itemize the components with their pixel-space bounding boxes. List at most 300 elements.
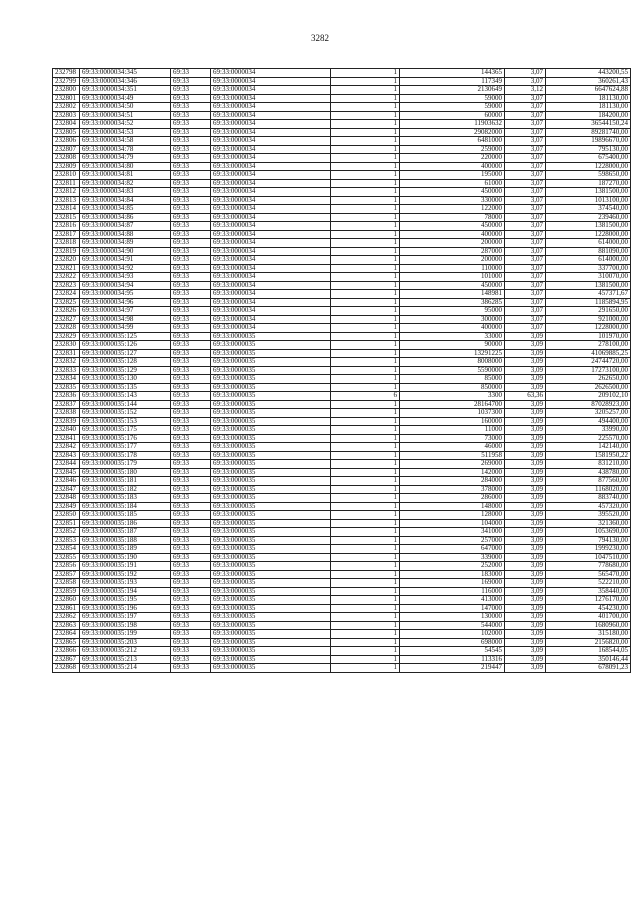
row-number-cell: 232861 [53, 604, 80, 613]
district-code-cell: 69:33 [171, 222, 211, 231]
value-cell: 6647624,88 [546, 86, 631, 95]
count-cell: 1 [331, 647, 400, 656]
table-row [53, 137, 631, 146]
cadastral-quarter-cell: 69:33:0000035 [211, 477, 331, 486]
value-cell: 1228000,00 [546, 162, 631, 171]
count-cell: 1 [331, 179, 400, 188]
area-cell: 220000 [400, 154, 505, 163]
area-cell: 128000 [400, 511, 505, 520]
area-cell: 59000 [400, 103, 505, 112]
area-cell: 378000 [400, 485, 505, 494]
area-cell: 117349 [400, 77, 505, 86]
value-cell: 19896670,00 [546, 137, 631, 146]
row-number-cell: 232818 [53, 239, 80, 248]
table-row [53, 477, 631, 486]
value-cell: 278100,00 [546, 341, 631, 350]
rate-cell: 3,09 [505, 485, 546, 494]
cadastral-quarter-cell: 69:33:0000035 [211, 400, 331, 409]
count-cell: 1 [331, 111, 400, 120]
value-cell: 438780,00 [546, 468, 631, 477]
district-code-cell: 69:33 [171, 94, 211, 103]
count-cell: 1 [331, 536, 400, 545]
cadastral-number-cell: 69:33:0000034:78 [80, 145, 171, 154]
row-number-cell: 232862 [53, 613, 80, 622]
area-cell: 698000 [400, 638, 505, 647]
district-code-cell: 69:33 [171, 409, 211, 418]
rate-cell: 3,09 [505, 655, 546, 664]
value-cell: 921000,00 [546, 315, 631, 324]
value-cell: 321360,00 [546, 519, 631, 528]
table-row [53, 120, 631, 129]
cadastral-number-cell: 69:33:0000035:152 [80, 409, 171, 418]
rate-cell: 3,07 [505, 264, 546, 273]
cadastral-number-cell: 69:33:0000035:153 [80, 417, 171, 426]
row-number-cell: 232802 [53, 103, 80, 112]
row-number-cell: 232821 [53, 264, 80, 273]
cadastral-quarter-cell: 69:33:0000034 [211, 120, 331, 129]
cadastral-quarter-cell: 69:33:0000035 [211, 511, 331, 520]
table-row [53, 69, 631, 78]
cadastral-number-cell: 69:33:0000035:135 [80, 383, 171, 392]
cadastral-quarter-cell: 69:33:0000035 [211, 536, 331, 545]
count-cell: 1 [331, 494, 400, 503]
value-cell: 454230,00 [546, 604, 631, 613]
table-row [53, 536, 631, 545]
table-row [53, 188, 631, 197]
cadastral-number-cell: 69:33:0000035:179 [80, 460, 171, 469]
area-cell: 6481000 [400, 137, 505, 146]
cadastral-number-cell: 69:33:0000035:183 [80, 494, 171, 503]
cadastral-number-cell: 69:33:0000034:86 [80, 213, 171, 222]
row-number-cell: 232804 [53, 120, 80, 129]
area-cell: 130000 [400, 613, 505, 622]
table-row [53, 485, 631, 494]
cadastral-number-cell: 69:33:0000034:52 [80, 120, 171, 129]
table-row [53, 213, 631, 222]
district-code-cell: 69:33 [171, 494, 211, 503]
cadastral-number-cell: 69:33:0000035:144 [80, 400, 171, 409]
district-code-cell: 69:33 [171, 502, 211, 511]
count-cell: 1 [331, 528, 400, 537]
table-row [53, 103, 631, 112]
district-code-cell: 69:33 [171, 528, 211, 537]
district-code-cell: 69:33 [171, 579, 211, 588]
row-number-cell: 232860 [53, 596, 80, 605]
row-number-cell: 232829 [53, 332, 80, 341]
cadastral-number-cell: 69:33:0000035:127 [80, 349, 171, 358]
value-cell: 337700,00 [546, 264, 631, 273]
count-cell: 1 [331, 434, 400, 443]
district-code-cell: 69:33 [171, 290, 211, 299]
row-number-cell: 232853 [53, 536, 80, 545]
value-cell: 87028923,00 [546, 400, 631, 409]
count-cell: 1 [331, 349, 400, 358]
cadastral-number-cell: 69:33:0000035:197 [80, 613, 171, 622]
value-cell: 181130,00 [546, 94, 631, 103]
row-number-cell: 232856 [53, 562, 80, 571]
table-row [53, 281, 631, 290]
area-cell: 28164700 [400, 400, 505, 409]
rate-cell: 3,09 [505, 502, 546, 511]
district-code-cell: 69:33 [171, 596, 211, 605]
cadastral-quarter-cell: 69:33:0000035 [211, 553, 331, 562]
count-cell: 1 [331, 94, 400, 103]
area-cell: 3300 [400, 392, 505, 401]
cadastral-quarter-cell: 69:33:0000035 [211, 485, 331, 494]
cadastral-value-table [52, 68, 631, 673]
table-row [53, 494, 631, 503]
value-cell: 101970,00 [546, 332, 631, 341]
rate-cell: 3,07 [505, 222, 546, 231]
district-code-cell: 69:33 [171, 519, 211, 528]
value-cell: 310070,00 [546, 273, 631, 282]
value-cell: 1381500,00 [546, 222, 631, 231]
table-row [53, 638, 631, 647]
cadastral-quarter-cell: 69:33:0000035 [211, 349, 331, 358]
area-cell: 200000 [400, 239, 505, 248]
row-number-cell: 232848 [53, 494, 80, 503]
value-cell: 181130,00 [546, 103, 631, 112]
cadastral-number-cell: 69:33:0000035:128 [80, 358, 171, 367]
value-cell: 1228000,00 [546, 324, 631, 333]
count-cell: 1 [331, 188, 400, 197]
table-row [53, 315, 631, 324]
area-cell: 102000 [400, 630, 505, 639]
rate-cell: 63,36 [505, 392, 546, 401]
count-cell: 1 [331, 230, 400, 239]
area-cell: 90000 [400, 341, 505, 350]
cadastral-number-cell: 69:33:0000035:198 [80, 621, 171, 630]
cadastral-quarter-cell: 69:33:0000035 [211, 519, 331, 528]
rate-cell: 3,09 [505, 468, 546, 477]
count-cell: 1 [331, 120, 400, 129]
value-cell: 883740,00 [546, 494, 631, 503]
rate-cell: 3,09 [505, 511, 546, 520]
rate-cell: 3,09 [505, 562, 546, 571]
value-cell: 291650,00 [546, 307, 631, 316]
cadastral-number-cell: 69:33:0000034:351 [80, 86, 171, 95]
row-number-cell: 232817 [53, 230, 80, 239]
table-row [53, 205, 631, 214]
table-row [53, 417, 631, 426]
row-number-cell: 232847 [53, 485, 80, 494]
area-cell: 11000 [400, 426, 505, 435]
table-row [53, 162, 631, 171]
row-number-cell: 232806 [53, 137, 80, 146]
area-cell: 400000 [400, 230, 505, 239]
area-cell: 259000 [400, 145, 505, 154]
cadastral-quarter-cell: 69:33:0000034 [211, 171, 331, 180]
cadastral-number-cell: 69:33:0000035:189 [80, 545, 171, 554]
rate-cell: 3,07 [505, 196, 546, 205]
district-code-cell: 69:33 [171, 366, 211, 375]
row-number-cell: 232833 [53, 366, 80, 375]
cadastral-number-cell: 69:33:0000035:193 [80, 579, 171, 588]
rate-cell: 3,07 [505, 247, 546, 256]
value-cell: 358440,00 [546, 587, 631, 596]
rate-cell: 3,07 [505, 94, 546, 103]
district-code-cell: 69:33 [171, 196, 211, 205]
count-cell: 1 [331, 341, 400, 350]
count-cell: 1 [331, 298, 400, 307]
value-cell: 315180,00 [546, 630, 631, 639]
value-cell: 1013100,00 [546, 196, 631, 205]
cadastral-number-cell: 69:33:0000034:53 [80, 128, 171, 137]
cadastral-number-cell: 69:33:0000035:212 [80, 647, 171, 656]
area-cell: 148981 [400, 290, 505, 299]
area-cell: 29082000 [400, 128, 505, 137]
row-number-cell: 232812 [53, 188, 80, 197]
cadastral-quarter-cell: 69:33:0000035 [211, 443, 331, 452]
area-cell: 195000 [400, 171, 505, 180]
value-cell: 1276170,00 [546, 596, 631, 605]
rate-cell: 3,07 [505, 205, 546, 214]
area-cell: 219447 [400, 664, 505, 673]
district-code-cell: 69:33 [171, 375, 211, 384]
area-cell: 400000 [400, 162, 505, 171]
table-row [53, 579, 631, 588]
cadastral-number-cell: 69:33:0000034:83 [80, 188, 171, 197]
area-cell: 300000 [400, 315, 505, 324]
rate-cell: 3,07 [505, 171, 546, 180]
count-cell: 1 [331, 426, 400, 435]
value-cell: 17273100,00 [546, 366, 631, 375]
cadastral-quarter-cell: 69:33:0000034 [211, 239, 331, 248]
value-cell: 1581950,22 [546, 451, 631, 460]
cadastral-quarter-cell: 69:33:0000035 [211, 647, 331, 656]
cadastral-quarter-cell: 69:33:0000035 [211, 664, 331, 673]
value-cell: 239460,00 [546, 213, 631, 222]
cadastral-number-cell: 69:33:0000034:97 [80, 307, 171, 316]
rate-cell: 3,07 [505, 239, 546, 248]
cadastral-quarter-cell: 69:33:0000035 [211, 341, 331, 350]
count-cell: 1 [331, 213, 400, 222]
district-code-cell: 69:33 [171, 103, 211, 112]
district-code-cell: 69:33 [171, 145, 211, 154]
cadastral-number-cell: 69:33:0000035:143 [80, 392, 171, 401]
rate-cell: 3,07 [505, 230, 546, 239]
value-cell: 36544150,24 [546, 120, 631, 129]
count-cell: 1 [331, 460, 400, 469]
rate-cell: 3,09 [505, 647, 546, 656]
row-number-cell: 232814 [53, 205, 80, 214]
rate-cell: 3,07 [505, 307, 546, 316]
cadastral-quarter-cell: 69:33:0000034 [211, 315, 331, 324]
rate-cell: 3,09 [505, 604, 546, 613]
area-cell: 101000 [400, 273, 505, 282]
district-code-cell: 69:33 [171, 77, 211, 86]
rate-cell: 3,09 [505, 349, 546, 358]
count-cell: 1 [331, 307, 400, 316]
cadastral-number-cell: 69:33:0000034:94 [80, 281, 171, 290]
table-row [53, 604, 631, 613]
rate-cell: 3,09 [505, 587, 546, 596]
area-cell: 60000 [400, 111, 505, 120]
rate-cell: 3,12 [505, 86, 546, 95]
count-cell: 1 [331, 613, 400, 622]
table-row [53, 247, 631, 256]
value-cell: 374540,00 [546, 205, 631, 214]
rate-cell: 3,07 [505, 324, 546, 333]
row-number-cell: 232864 [53, 630, 80, 639]
table-row [53, 94, 631, 103]
count-cell: 1 [331, 375, 400, 384]
rate-cell: 3,09 [505, 553, 546, 562]
district-code-cell: 69:33 [171, 230, 211, 239]
cadastral-number-cell: 69:33:0000035:190 [80, 553, 171, 562]
cadastral-number-cell: 69:33:0000035:196 [80, 604, 171, 613]
row-number-cell: 232867 [53, 655, 80, 664]
row-number-cell: 232827 [53, 315, 80, 324]
table-row [53, 290, 631, 299]
cadastral-quarter-cell: 69:33:0000034 [211, 324, 331, 333]
rate-cell: 3,07 [505, 77, 546, 86]
value-cell: 1228000,00 [546, 230, 631, 239]
cadastral-number-cell: 69:33:0000034:93 [80, 273, 171, 282]
value-cell: 350146,44 [546, 655, 631, 664]
cadastral-quarter-cell: 69:33:0000034 [211, 162, 331, 171]
count-cell: 1 [331, 264, 400, 273]
row-number-cell: 232845 [53, 468, 80, 477]
row-number-cell: 232849 [53, 502, 80, 511]
cadastral-quarter-cell: 69:33:0000035 [211, 460, 331, 469]
row-number-cell: 232834 [53, 375, 80, 384]
count-cell: 1 [331, 451, 400, 460]
row-number-cell: 232866 [53, 647, 80, 656]
value-cell: 1053690,00 [546, 528, 631, 537]
table-row [53, 443, 631, 452]
table-row [53, 358, 631, 367]
rate-cell: 3,09 [505, 638, 546, 647]
area-cell: 400000 [400, 324, 505, 333]
row-number-cell: 232801 [53, 94, 80, 103]
table-row [53, 375, 631, 384]
row-number-cell: 232820 [53, 256, 80, 265]
value-cell: 794130,00 [546, 536, 631, 545]
cadastral-quarter-cell: 69:33:0000035 [211, 562, 331, 571]
cadastral-number-cell: 69:33:0000035:195 [80, 596, 171, 605]
area-cell: 33000 [400, 332, 505, 341]
row-number-cell: 232823 [53, 281, 80, 290]
area-cell: 286000 [400, 494, 505, 503]
area-cell: 148000 [400, 502, 505, 511]
row-number-cell: 232819 [53, 247, 80, 256]
count-cell: 1 [331, 587, 400, 596]
cadastral-quarter-cell: 69:33:0000035 [211, 358, 331, 367]
count-cell: 1 [331, 273, 400, 282]
value-cell: 1381500,00 [546, 281, 631, 290]
count-cell: 1 [331, 315, 400, 324]
cadastral-quarter-cell: 69:33:0000034 [211, 196, 331, 205]
count-cell: 1 [331, 162, 400, 171]
row-number-cell: 232846 [53, 477, 80, 486]
rate-cell: 3,09 [505, 579, 546, 588]
cadastral-number-cell: 69:33:0000034:84 [80, 196, 171, 205]
table-row [53, 256, 631, 265]
table-row [53, 145, 631, 154]
area-cell: 450000 [400, 281, 505, 290]
cadastral-quarter-cell: 69:33:0000034 [211, 94, 331, 103]
cadastral-number-cell: 69:33:0000035:199 [80, 630, 171, 639]
cadastral-quarter-cell: 69:33:0000034 [211, 111, 331, 120]
cadastral-number-cell: 69:33:0000034:91 [80, 256, 171, 265]
district-code-cell: 69:33 [171, 485, 211, 494]
area-cell: 339000 [400, 553, 505, 562]
table-row [53, 392, 631, 401]
value-cell: 522210,00 [546, 579, 631, 588]
cadastral-number-cell: 69:33:0000035:184 [80, 502, 171, 511]
rate-cell: 3,07 [505, 213, 546, 222]
table-row [53, 324, 631, 333]
area-cell: 11903632 [400, 120, 505, 129]
count-cell: 1 [331, 205, 400, 214]
row-number-cell: 232851 [53, 519, 80, 528]
district-code-cell: 69:33 [171, 630, 211, 639]
table-row [53, 196, 631, 205]
value-cell: 360261,43 [546, 77, 631, 86]
cadastral-number-cell: 69:33:0000035:175 [80, 426, 171, 435]
rate-cell: 3,09 [505, 366, 546, 375]
count-cell: 1 [331, 468, 400, 477]
value-cell: 778680,00 [546, 562, 631, 571]
table-row [53, 451, 631, 460]
rate-cell: 3,09 [505, 383, 546, 392]
cadastral-quarter-cell: 69:33:0000034 [211, 69, 331, 78]
rate-cell: 3,09 [505, 417, 546, 426]
row-number-cell: 232822 [53, 273, 80, 282]
district-code-cell: 69:33 [171, 86, 211, 95]
cadastral-quarter-cell: 69:33:0000034 [211, 145, 331, 154]
row-number-cell: 232808 [53, 154, 80, 163]
rate-cell: 3,07 [505, 179, 546, 188]
row-number-cell: 232805 [53, 128, 80, 137]
value-cell: 831210,00 [546, 460, 631, 469]
cadastral-quarter-cell: 69:33:0000034 [211, 264, 331, 273]
rate-cell: 3,09 [505, 477, 546, 486]
count-cell: 1 [331, 171, 400, 180]
value-cell: 494400,00 [546, 417, 631, 426]
cadastral-number-cell: 69:33:0000035:213 [80, 655, 171, 664]
row-number-cell: 232863 [53, 621, 80, 630]
cadastral-number-cell: 69:33:0000035:130 [80, 375, 171, 384]
district-code-cell: 69:33 [171, 545, 211, 554]
count-cell: 1 [331, 145, 400, 154]
district-code-cell: 69:33 [171, 434, 211, 443]
area-cell: 54545 [400, 647, 505, 656]
row-number-cell: 232832 [53, 358, 80, 367]
rate-cell: 3,09 [505, 596, 546, 605]
district-code-cell: 69:33 [171, 536, 211, 545]
area-cell: 850000 [400, 383, 505, 392]
table-row [53, 264, 631, 273]
cadastral-quarter-cell: 69:33:0000034 [211, 281, 331, 290]
table-row [53, 383, 631, 392]
district-code-cell: 69:33 [171, 256, 211, 265]
table-row [53, 519, 631, 528]
area-cell: 122000 [400, 205, 505, 214]
cadastral-quarter-cell: 69:33:0000035 [211, 417, 331, 426]
row-number-cell: 232831 [53, 349, 80, 358]
count-cell: 1 [331, 621, 400, 630]
area-cell: 413000 [400, 596, 505, 605]
cadastral-number-cell: 69:33:0000035:176 [80, 434, 171, 443]
rate-cell: 3,07 [505, 145, 546, 154]
row-number-cell: 232852 [53, 528, 80, 537]
cadastral-number-cell: 69:33:0000034:98 [80, 315, 171, 324]
cadastral-quarter-cell: 69:33:0000034 [211, 222, 331, 231]
rate-cell: 3,07 [505, 162, 546, 171]
district-code-cell: 69:33 [171, 443, 211, 452]
